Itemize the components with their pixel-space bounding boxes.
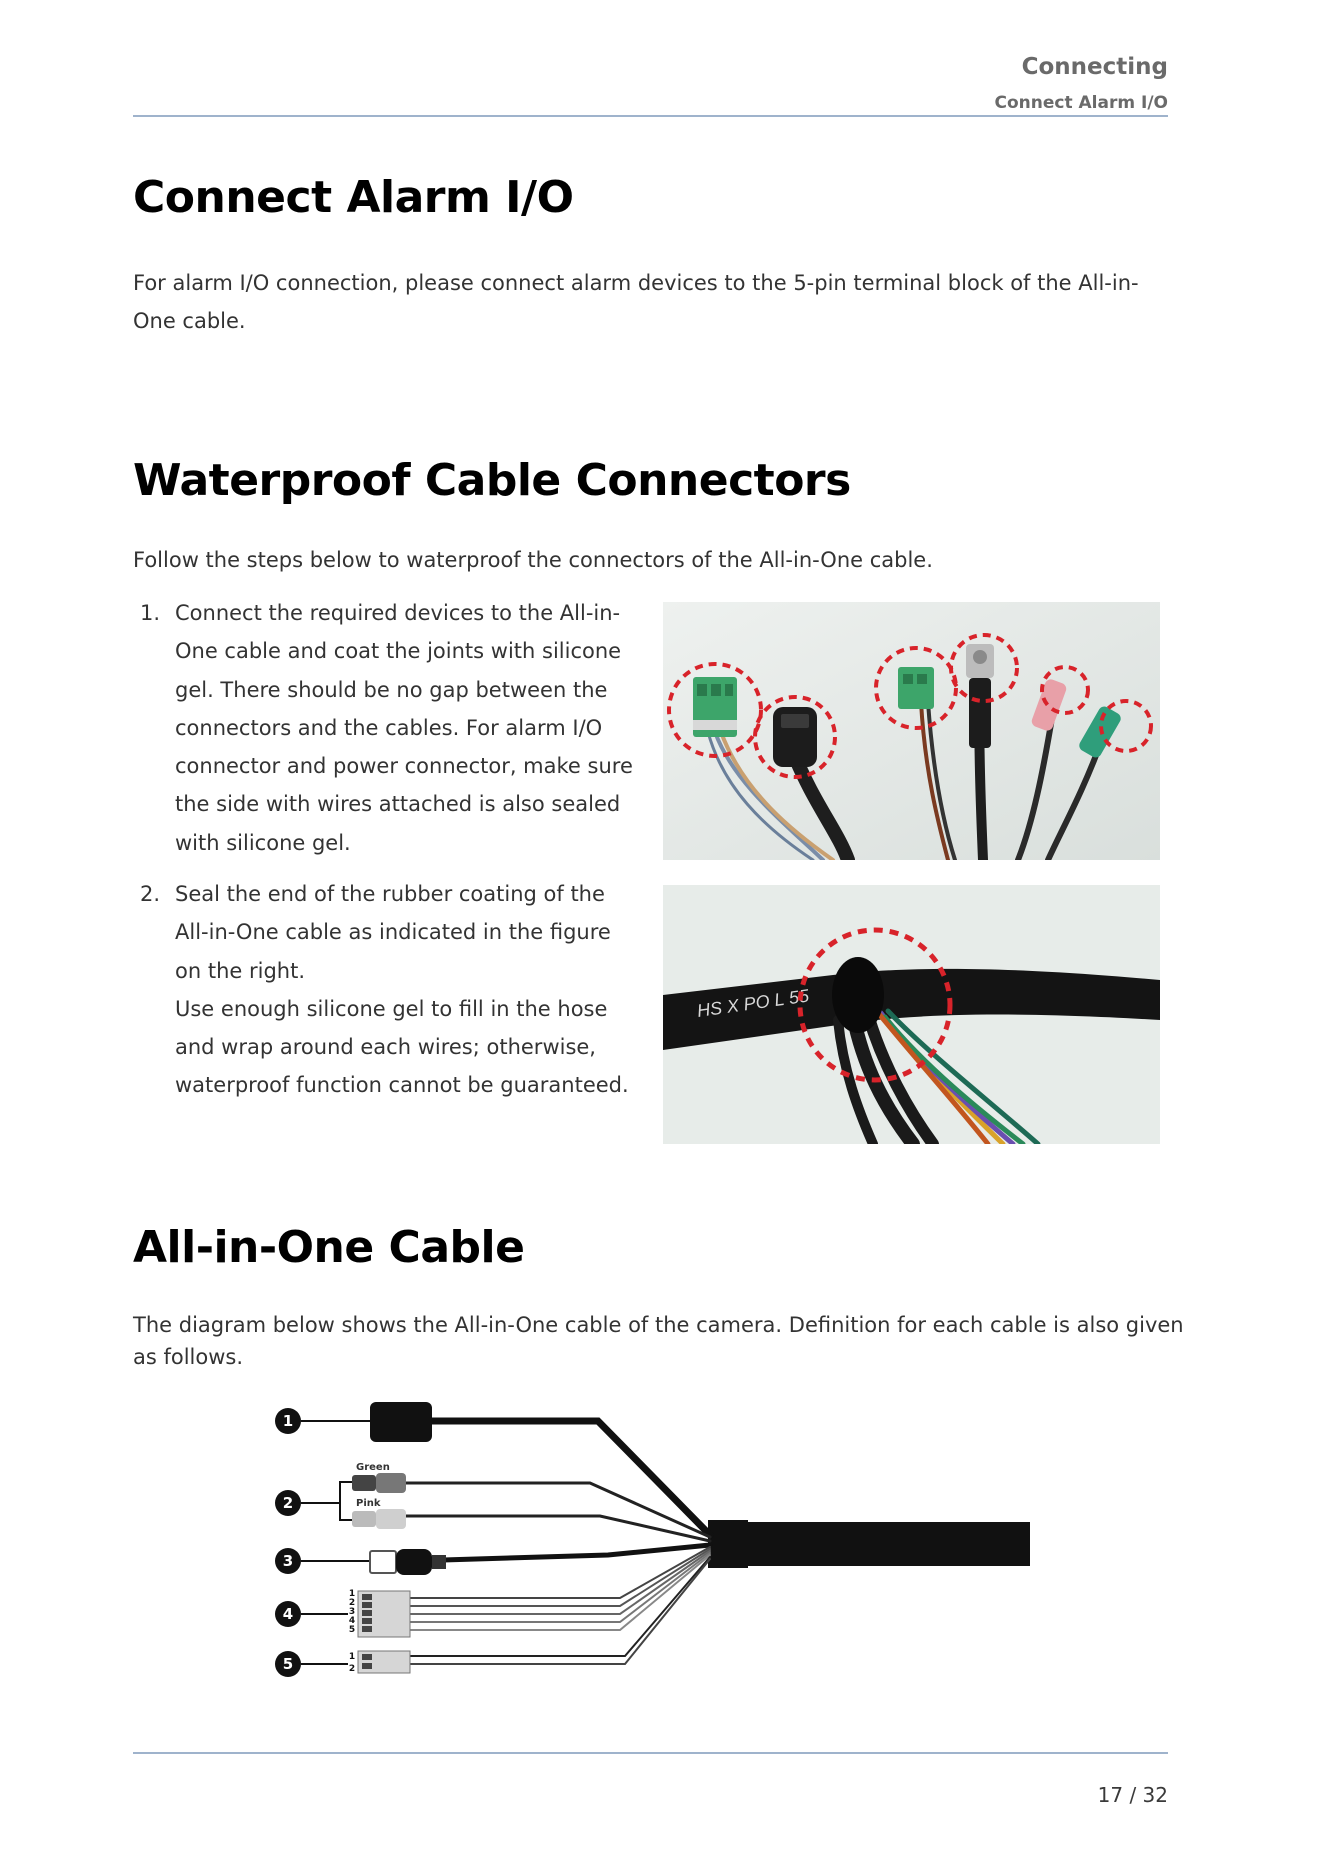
bnc-connector-icon (370, 1549, 446, 1575)
callout-3 (275, 1548, 301, 1574)
step-1-line: gel. There should be no gap between the (175, 677, 608, 702)
alarm-terminal-icon (358, 1591, 410, 1637)
step-1-number: 1. (140, 601, 161, 625)
rubber-coating-illustration (663, 885, 1160, 1144)
connectors-photo (663, 602, 1160, 860)
callout-5-label: 5 (282, 1655, 294, 1673)
power-terminal-block (898, 667, 934, 709)
callout-1 (275, 1408, 301, 1434)
footer-divider (133, 1752, 1168, 1754)
power-pin-label: 1 (348, 1652, 356, 1662)
power-pin-label: 2 (348, 1664, 356, 1674)
header-divider (133, 115, 1168, 117)
step-1-line: Connect the required devices to the All-in- (175, 601, 621, 625)
allinone-line-2: as follows. (133, 1345, 244, 1369)
callout-2 (275, 1490, 301, 1516)
alarm-paragraph (133, 264, 1139, 340)
terminal-pin-label: 2 (348, 1598, 356, 1608)
callout-3-label: 3 (282, 1552, 294, 1570)
terminal-pin-label: 5 (348, 1625, 356, 1635)
terminal-pin-label: 1 (348, 1589, 356, 1599)
callout-5 (275, 1651, 301, 1677)
label-green: Green (356, 1462, 390, 1473)
step-2-line: All-in-One cable as indicated in the figure (175, 920, 611, 945)
step-2-line: on the right. (175, 958, 305, 983)
callout-2-label: 2 (282, 1494, 294, 1512)
alarm-terminal-block (693, 677, 737, 737)
heading-waterproof: Waterproof Cable Connectors (133, 455, 851, 506)
heading-all-in-one: All-in-One Cable (133, 1222, 525, 1273)
step-1 (140, 594, 640, 862)
rj45-connector-icon (370, 1402, 432, 1442)
callout-4 (275, 1601, 301, 1627)
header-subtitle: Connect Alarm I/O (994, 93, 1168, 113)
connectors-illustration (663, 602, 1160, 860)
step-1-line: connectors and the cables. For alarm I/O (175, 715, 603, 740)
rj45-connector (773, 707, 817, 767)
step-2-line: Use enough silicone gel to fill in the hose (175, 996, 608, 1021)
step-2 (140, 875, 640, 1105)
step-2-line: waterproof function cannot be guaranteed. (175, 1073, 629, 1098)
label-pink: Pink (356, 1498, 381, 1509)
step-2-number: 2. (140, 882, 161, 906)
terminal-pin-label: 4 (348, 1616, 356, 1626)
allinone-paragraph (133, 1309, 1184, 1373)
allinone-line-1: The diagram below shows the All-in-One cable of the camera. Definition for each cable is also given (133, 1313, 1184, 1337)
bnc-connector (966, 644, 994, 748)
step-2-line: Seal the end of the rubber coating of the (175, 882, 605, 906)
all-in-one-cable-diagram (260, 1385, 1040, 1685)
callout-1-label: 1 (282, 1412, 294, 1430)
terminal-pin-label: 3 (348, 1607, 356, 1617)
main-cable (720, 1522, 1030, 1566)
heading-connect-alarm: Connect Alarm I/O (133, 172, 574, 223)
alarm-line-1: For alarm I/O connection, please connect alarm devices to the 5-pin terminal block of the All-in- (133, 271, 1139, 295)
power-terminal-icon (358, 1651, 410, 1673)
header-title: Connecting (1021, 54, 1168, 80)
step-1-line: with silicone gel. (175, 830, 351, 855)
rubber-coating-photo (663, 885, 1160, 1144)
step-1-line: connector and power connector, make sure (175, 754, 633, 779)
alarm-line-2: One cable. (133, 309, 246, 333)
step-1-line: One cable and coat the joints with silicone (175, 639, 622, 664)
page-number: 17 / 32 (1097, 1783, 1168, 1807)
cable-print: HS X PO L 55 (695, 985, 811, 1021)
step-1-line: the side with wires attached is also sealed (175, 792, 621, 817)
waterproof-intro: Follow the steps below to waterproof the connectors of the All-in-One cable. (133, 548, 933, 572)
callout-4-label: 4 (282, 1605, 294, 1623)
step-2-line: and wrap around each wires; otherwise, (175, 1035, 596, 1060)
